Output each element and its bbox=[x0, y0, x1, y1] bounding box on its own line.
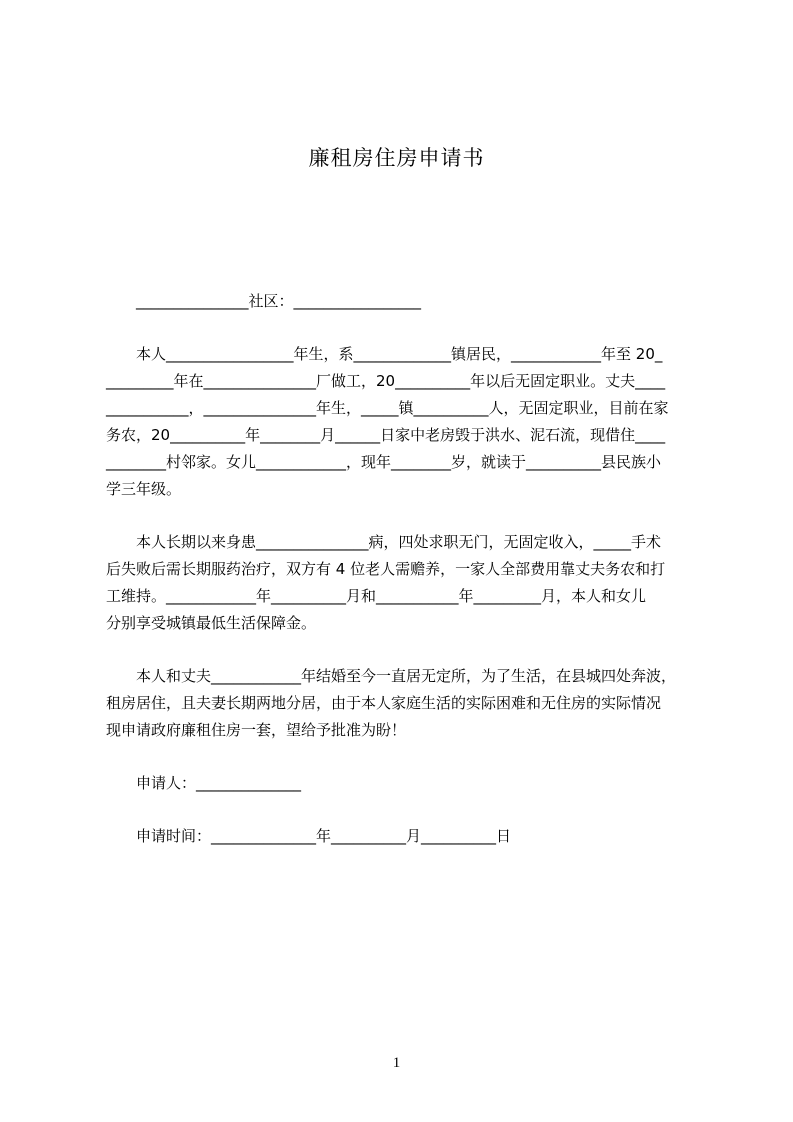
community-line: _______________社区：_________________ bbox=[136, 292, 422, 310]
paragraph1-line-6: 学三年级。 bbox=[106, 480, 182, 498]
paragraph1-line-1: 本人_________________年生，系_____________镇居民，____________年至 20_ bbox=[106, 345, 663, 363]
applicant-line: 申请人：______________ bbox=[106, 774, 302, 792]
paragraph2-line-1: 本人长期以来身患_______________病，四处求职无门，无固定收入，_____手术 bbox=[106, 533, 662, 551]
paragraph1-line-4: 务农，20__________年________月______日家中老房毁于洪水、泥石流，现借住____ bbox=[106, 426, 666, 444]
paragraph3-line-1: 本人和丈夫____________年结婚至今一直居无定所，为了生活，在县城四处奔波， bbox=[106, 667, 677, 685]
paragraph2-line-2: 后失败后需长期服药治疗，双方有 4 位老人需赡养，一家人全部费用靠丈夫务农和打 bbox=[106, 560, 666, 578]
application-date-line: 申请时间：______________年__________月__________日 bbox=[106, 827, 512, 845]
paragraph2-line-3: 工维持。____________年__________月和___________年_________月，本人和女儿 bbox=[106, 587, 647, 605]
paragraph1-line-2: _________年在_______________厂做工，20__________年以后无固定职业。丈夫____ bbox=[106, 372, 666, 390]
paragraph1-line-3: ___________，_______________年生，_____镇__________人，无固定职业，目前在家 bbox=[106, 399, 669, 417]
page-number: 1 bbox=[392, 1055, 401, 1071]
paragraph1-line-5: ________村邻家。女儿____________，现年________岁，就读于__________县民族小 bbox=[106, 453, 662, 471]
paragraph3-line-3: 现申请政府廉租住房一套，望给予批准为盼！ bbox=[106, 721, 407, 739]
document-title: 廉租房住房申请书 bbox=[308, 146, 485, 170]
paragraph3-line-2: 租房居住，且夫妻长期两地分居，由于本人家庭生活的实际困难和无住房的实际情况 bbox=[106, 694, 662, 712]
paragraph2-line-4: 分别享受城镇最低生活保障金。 bbox=[106, 614, 317, 632]
